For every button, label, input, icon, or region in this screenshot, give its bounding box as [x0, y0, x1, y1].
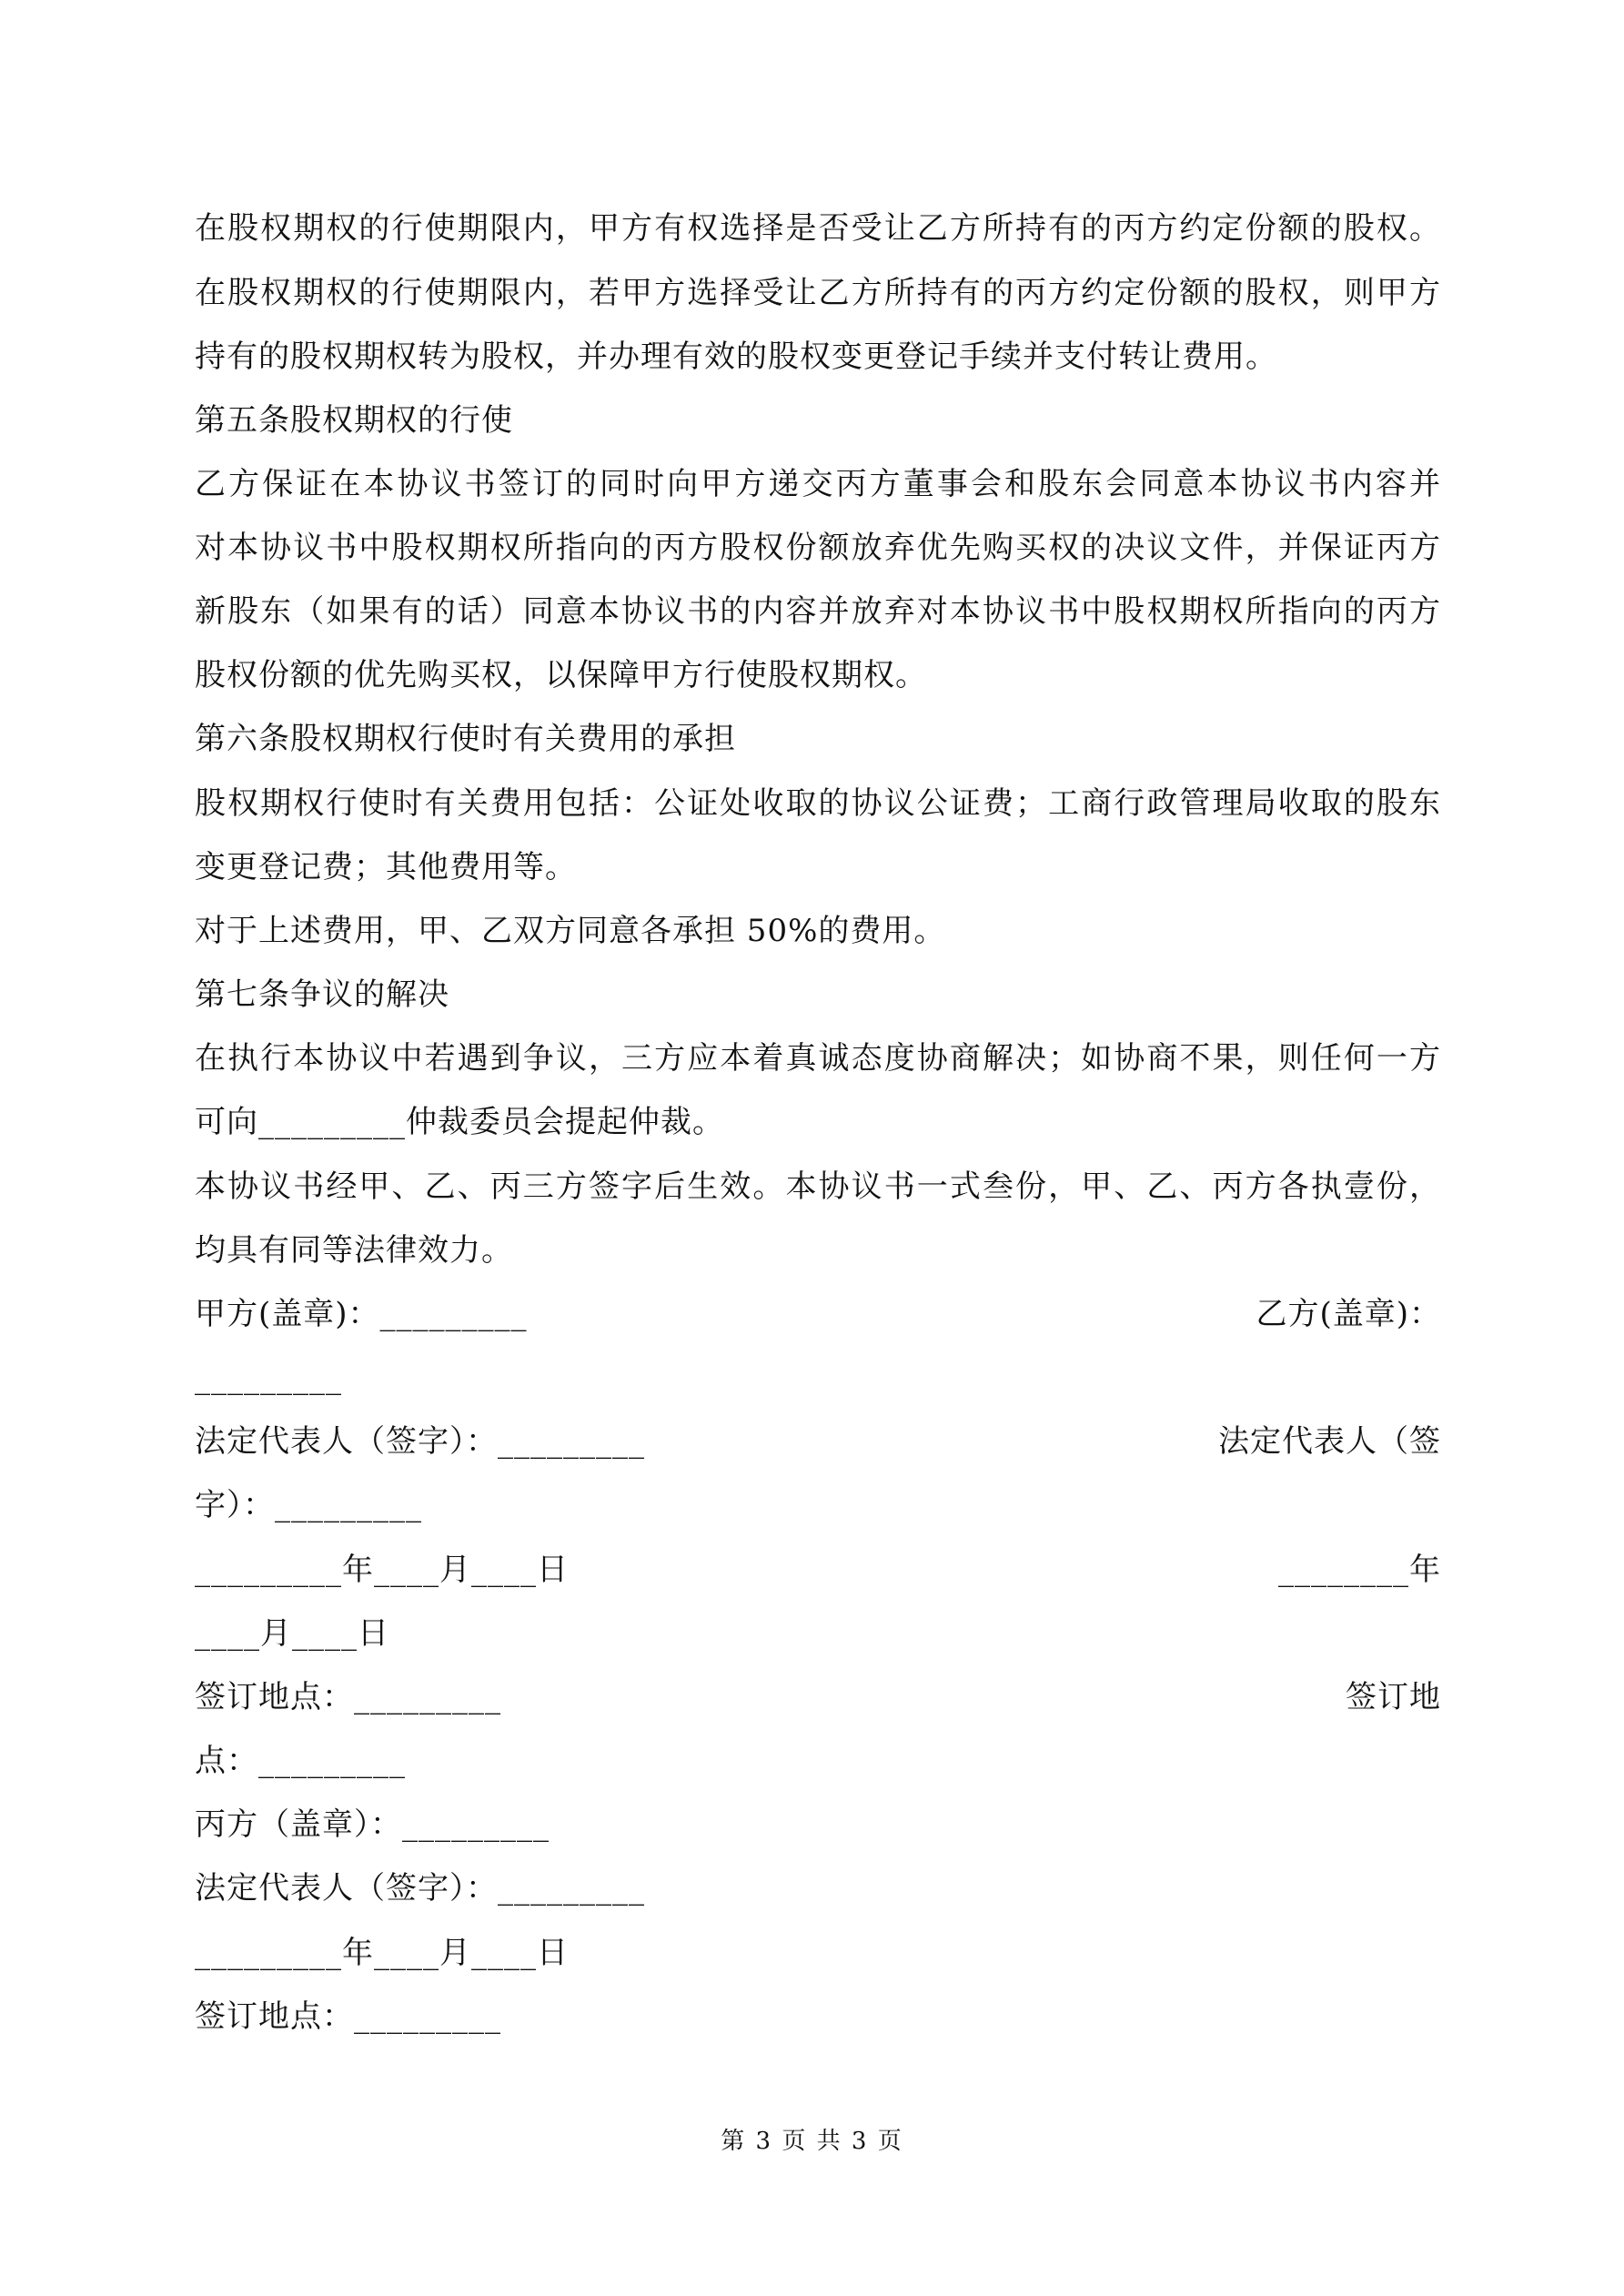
article-5-heading: 第五条股权期权的行使	[195, 402, 513, 439]
signature-row-date	[195, 1552, 1441, 1588]
party-b-place-continued: 点：_________	[195, 1743, 406, 1779]
clause-text-line: 在股权期权的行使期限内，若甲方选择受让乙方所持有的丙方约定份额的股权，则甲方	[195, 275, 1441, 311]
party-b-representative: 法定代表人（签	[1218, 1423, 1441, 1460]
party-b-place: 签订地	[1346, 1679, 1441, 1715]
clause-text-line: 变更登记费；其他费用等。	[195, 849, 577, 885]
clause-text-line: 均具有同等法律效力。	[195, 1232, 513, 1269]
clause-text-line: 新股东（如果有的话）同意本协议书的内容并放弃对本协议书中股权期权所指向的丙方	[195, 593, 1441, 630]
party-b-date-continued: ____月____日	[195, 1615, 389, 1652]
party-a-representative: 法定代表人（签字）：_________	[195, 1423, 645, 1460]
clause-text-line: 对于上述费用，甲、乙双方同意各承担 50%的费用。	[195, 913, 946, 949]
signature-row-representative	[195, 1423, 1441, 1460]
clause-text-line: 股权份额的优先购买权，以保障甲方行使股权期权。	[195, 657, 927, 693]
signature-row-place	[195, 1679, 1441, 1715]
clause-text-line: 在股权期权的行使期限内，甲方有权选择是否受让乙方所持有的丙方约定份额的股权。	[195, 210, 1441, 247]
clause-text-line: 可向_________仲裁委员会提起仲裁。	[195, 1104, 724, 1140]
party-b-representative-continued: 字）：_________	[195, 1487, 422, 1523]
clause-text-line: 股权期权行使时有关费用包括：公证处收取的协议公证费；工商行政管理局收取的股东	[195, 785, 1441, 822]
party-a-date: _________年____月____日	[195, 1552, 569, 1588]
party-c-seal: 丙方（盖章）：_________	[195, 1806, 550, 1843]
clause-text-line: 本协议书经甲、乙、丙三方签字后生效。本协议书一式叁份，甲、乙、丙方各执壹份，	[195, 1168, 1441, 1205]
party-b-seal: 乙方(盖章)：	[1256, 1296, 1441, 1332]
party-a-seal: 甲方(盖章)：_________	[195, 1296, 528, 1332]
party-b-seal-continued: _________	[195, 1360, 342, 1396]
party-a-place: 签订地点：_________	[195, 1679, 501, 1715]
party-c-date: _________年____月____日	[195, 1935, 569, 1971]
party-c-representative: 法定代表人（签字）：_________	[195, 1870, 645, 1907]
clause-text-line: 对本协议书中股权期权所指向的丙方股权份额放弃优先购买权的决议文件，并保证丙方	[195, 530, 1441, 566]
article-7-heading: 第七条争议的解决	[195, 976, 449, 1013]
party-c-place: 签订地点：_________	[195, 1998, 501, 2035]
clause-text-line: 乙方保证在本协议书签订的同时向甲方递交丙方董事会和股东会同意本协议书内容并	[195, 466, 1441, 502]
article-6-heading: 第六条股权期权行使时有关费用的承担	[195, 721, 736, 757]
page-number-footer: 第 3 页 共 3 页	[721, 2128, 903, 2155]
clause-text-line: 在执行本协议中若遇到争议，三方应本着真诚态度协商解决；如协商不果，则任何一方	[195, 1040, 1441, 1077]
clause-text-line: 持有的股权期权转为股权，并办理有效的股权变更登记手续并支付转让费用。	[195, 339, 1277, 375]
party-b-date: ________年	[1278, 1552, 1441, 1588]
signature-row-seal	[195, 1296, 1441, 1332]
